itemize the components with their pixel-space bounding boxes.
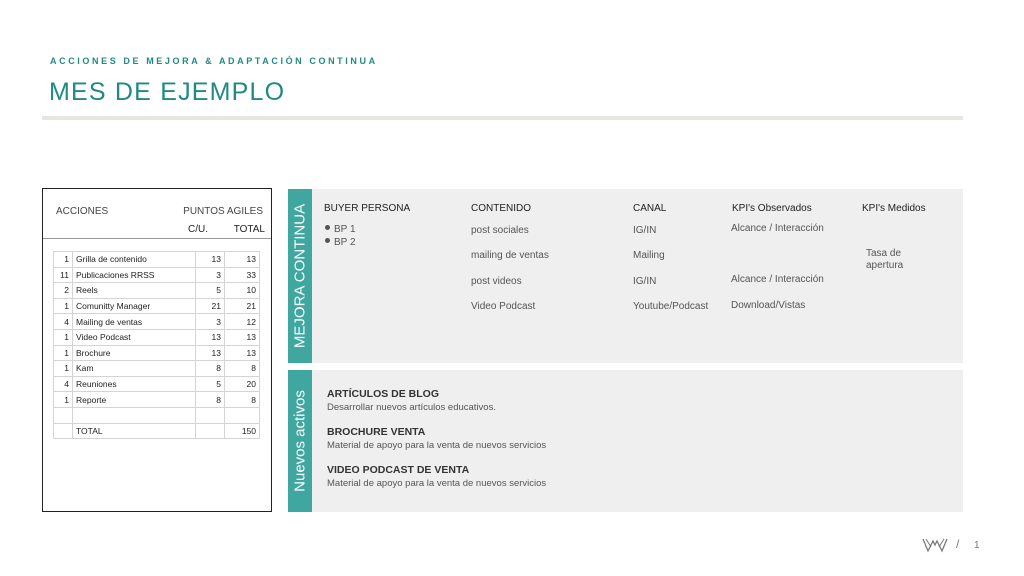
empty-row: [54, 407, 260, 423]
asset-title: ARTÍCULOS DE BLOG: [327, 388, 439, 400]
slide-title: MES DE EJEMPLO: [49, 78, 286, 106]
actions-table: [53, 251, 260, 439]
row-total: 21: [225, 298, 260, 314]
mejora-continua-panel: [288, 189, 963, 363]
row-total: 12: [225, 314, 260, 330]
canal-cell: Mailing: [633, 250, 665, 261]
total-value: 150: [225, 423, 260, 439]
canal-cell: Youtube/Podcast: [633, 301, 709, 312]
mejora-side-bar: [288, 189, 312, 363]
buyer-persona-item: BP 1: [325, 224, 356, 235]
row-name: Video Podcast: [73, 329, 196, 345]
row-qty: 1: [54, 298, 73, 314]
row-unit: 13: [196, 345, 225, 361]
row-name: Brochure: [73, 345, 196, 361]
row-total: 33: [225, 267, 260, 283]
buyer-persona-header: BUYER PERSONA: [324, 203, 411, 214]
canal-cell: IG/IN: [633, 225, 657, 236]
row-name: Reels: [73, 283, 196, 299]
row-qty: 1: [54, 345, 73, 361]
row-total: 13: [225, 345, 260, 361]
actions-table-box: [42, 188, 272, 512]
contenido-cell: post videos: [471, 276, 522, 287]
kpi-observados-cell: Alcance / Interacción: [731, 274, 824, 285]
canal-cell: IG/IN: [633, 276, 657, 287]
row-name: Reuniones: [73, 376, 196, 392]
contenido-cell: Video Podcast: [471, 301, 536, 312]
contenido-cell: mailing de ventas: [471, 250, 549, 261]
table-row: [54, 329, 260, 345]
row-qty: 4: [54, 376, 73, 392]
unit-column-header: C/U.: [188, 224, 208, 235]
row-name: Publicaciones RRSS: [73, 267, 196, 283]
row-qty: 4: [54, 314, 73, 330]
row-name: Reporte: [73, 392, 196, 408]
kpi-observados-header: KPI's Observados: [732, 203, 812, 214]
row-total: 20: [225, 376, 260, 392]
slide-eyebrow: ACCIONES DE MEJORA & ADAPTACIÓN CONTINUA: [50, 56, 378, 66]
footer-separator: /: [956, 537, 960, 551]
header-divider: [43, 238, 271, 239]
row-unit: 3: [196, 267, 225, 283]
row-unit: 3: [196, 314, 225, 330]
kpi-medidos-cell: Tasa de apertura: [866, 248, 904, 271]
table-row: [54, 252, 260, 268]
row-name: Kam: [73, 361, 196, 377]
row-qty: 11: [54, 267, 73, 283]
table-row: [54, 314, 260, 330]
row-unit: 5: [196, 376, 225, 392]
mejora-label: MEJORA CONTINUA: [291, 203, 309, 349]
table-row: [54, 376, 260, 392]
row-total: 8: [225, 361, 260, 377]
buyer-persona-item: BP 2: [325, 237, 356, 248]
canal-header: CANAL: [633, 203, 667, 214]
table-row: [54, 267, 260, 283]
table-row: [54, 298, 260, 314]
asset-title: VIDEO PODCAST DE VENTA: [327, 464, 470, 476]
row-unit: 5: [196, 283, 225, 299]
kpi-medidos-header: KPI's Medidos: [862, 203, 926, 214]
row-qty: 1: [54, 392, 73, 408]
actions-heading: ACCIONES: [56, 206, 109, 217]
row-unit: 8: [196, 392, 225, 408]
row-total: 8: [225, 392, 260, 408]
row-name: Grilla de contenido: [73, 252, 196, 268]
row-unit: 21: [196, 298, 225, 314]
row-name: Comunitty Manager: [73, 298, 196, 314]
total-label: TOTAL: [73, 423, 196, 439]
table-row: [54, 283, 260, 299]
row-qty: 1: [54, 252, 73, 268]
table-row: [54, 345, 260, 361]
nuevos-label: Nuevos activos: [291, 390, 309, 492]
total-row: [54, 423, 260, 439]
contenido-cell: post sociales: [471, 225, 529, 236]
total-column-header: TOTAL: [233, 224, 265, 235]
asset-description: Desarrollar nuevos artículos educativos.: [327, 402, 496, 413]
row-total: 10: [225, 283, 260, 299]
points-heading: PUNTOS AGILES: [183, 206, 263, 217]
row-qty: 2: [54, 283, 73, 299]
row-unit: 13: [196, 329, 225, 345]
row-qty: 1: [54, 361, 73, 377]
title-divider: [42, 116, 963, 120]
row-name: Mailing de ventas: [73, 314, 196, 330]
bullet-icon: [325, 238, 330, 243]
page-number: 1: [974, 540, 980, 551]
row-unit: 13: [196, 252, 225, 268]
table-row: [54, 392, 260, 408]
brand-logo-icon: [922, 537, 948, 558]
kpi-observados-cell: Alcance / Interacción: [731, 223, 824, 234]
row-unit: 8: [196, 361, 225, 377]
asset-title: BROCHURE VENTA: [327, 426, 426, 438]
row-total: 13: [225, 252, 260, 268]
asset-description: Material de apoyo para la venta de nuevos servicios: [327, 478, 547, 489]
table-row: [54, 361, 260, 377]
nuevos-activos-panel: [288, 370, 963, 512]
kpi-observados-cell: Download/Vistas: [731, 300, 806, 311]
row-total: 13: [225, 329, 260, 345]
row-qty: 1: [54, 329, 73, 345]
asset-description: Material de apoyo para la venta de nuevos servicios: [327, 440, 547, 451]
bullet-icon: [325, 225, 330, 230]
contenido-header: CONTENIDO: [471, 203, 531, 214]
nuevos-side-bar: [288, 370, 312, 512]
